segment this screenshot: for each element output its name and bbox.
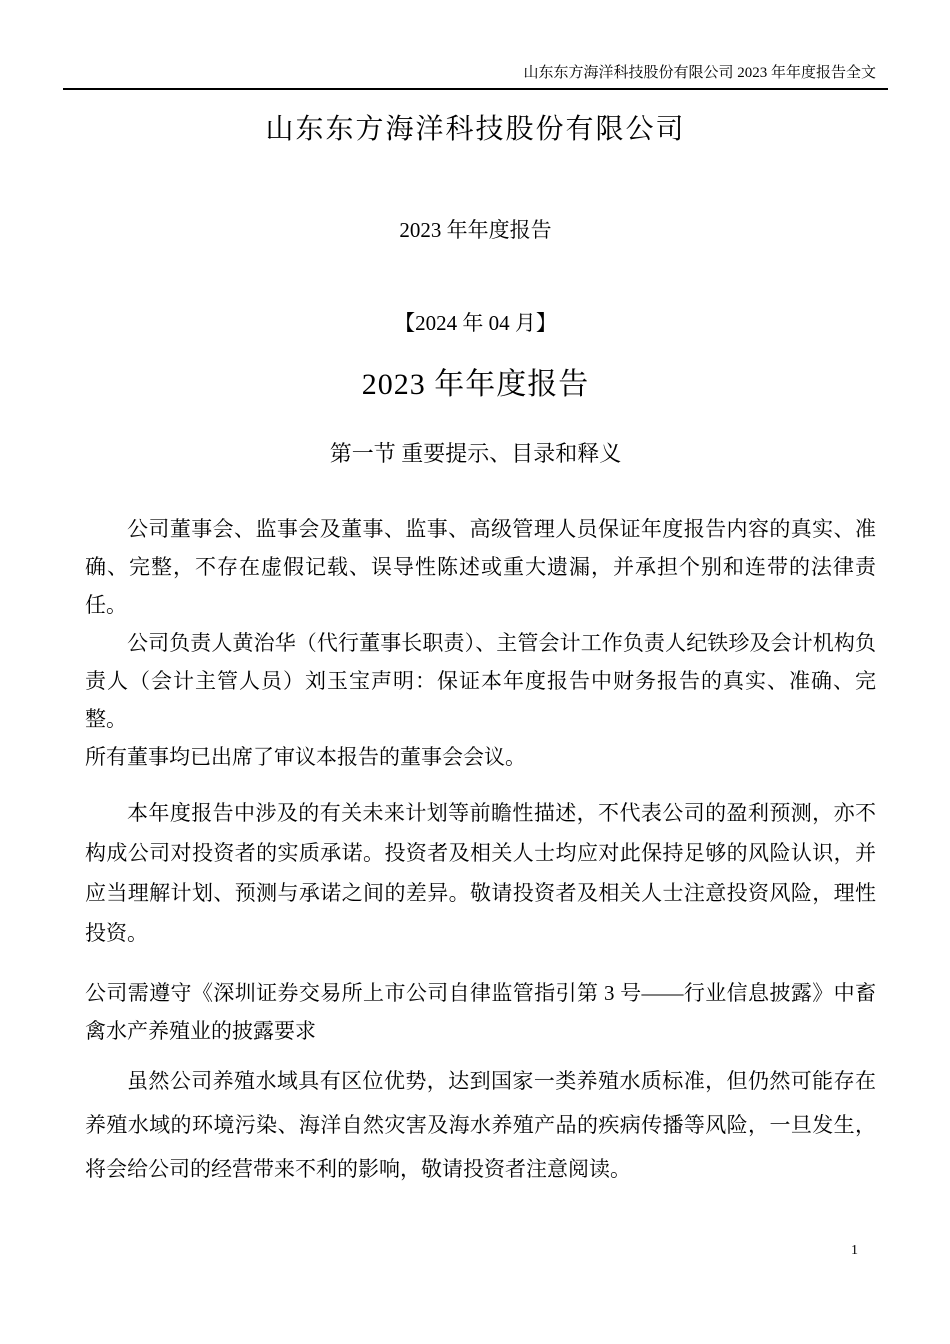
paragraph-disclosure-requirement: 公司需遵守《深圳证券交易所上市公司自律监管指引第 3 号——行业信息披露》中畜禽水产养殖业的披露要求 — [85, 981, 876, 1044]
paragraph-board-statement: 公司董事会、监事会及董事、监事、高级管理人员保证年度报告内容的真实、准确、完整，不存在虚假记载、误导性陈述或重大遗漏，并承担个别和连带的法律责任。 — [85, 517, 876, 618]
header-running-title: 山东东方海洋科技股份有限公司 2023 年年度报告全文 — [523, 65, 876, 81]
paragraph-forward-looking: 本年度报告中涉及的有关未来计划等前瞻性描述，不代表公司的盈利预测，亦不构成公司对投资者的实质承诺。投资者及相关人士均应对此保持足够的风险认识，并应当理解计划、预测与承诺之间的差异。敬请投资者及相关人士注意投资风险，理性投资。 — [85, 801, 876, 946]
paragraph-breeding-risk: 虽然公司养殖水域具有区位优势，达到国家一类养殖水质标准，但仍然可能存在养殖水域的环境污染、海洋自然灾害及海水养殖产品的疾病传播等风险，一旦发生，将会给公司的经营带来不利的影响，敬请投资者注意阅读。 — [85, 1069, 876, 1182]
company-name: 山东东方海洋科技股份有限公司 — [265, 114, 686, 145]
page-number: 1 — [851, 1243, 858, 1258]
report-title: 2023 年年度报告 — [399, 218, 552, 243]
report-title-large: 2023 年年度报告 — [361, 368, 590, 402]
paragraph-responsible-persons: 公司负责人黄治华（代行董事长职责）、主管会计工作负责人纪铁珍及会计机构负责人（会计主管人员）刘玉宝声明：保证本年度报告中财务报告的真实、准确、完整。 — [85, 631, 876, 732]
page-header — [63, 0, 888, 90]
report-date: 【2024 年 04 月】 — [394, 311, 557, 336]
section-body — [85, 510, 876, 1191]
paragraph-directors-attendance: 所有董事均已出席了审议本报告的董事会会议。 — [85, 745, 526, 770]
section-heading: 第一节 重要提示、目录和释义 — [329, 441, 622, 467]
